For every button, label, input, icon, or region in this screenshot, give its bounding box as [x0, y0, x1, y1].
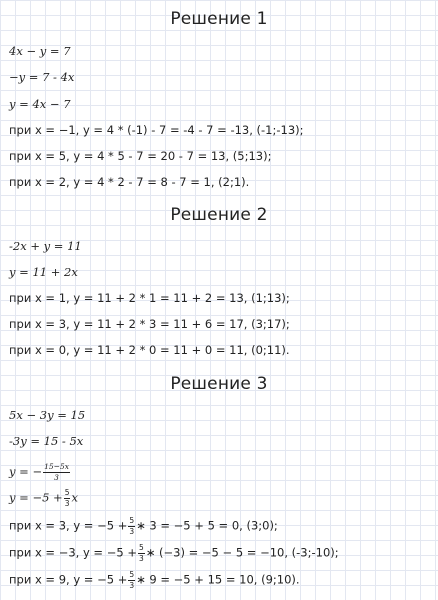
solution-3-line-7-tail: ∗ 9 = −5 + 15 = 10, (9;10).	[136, 572, 300, 587]
solution-1-line-3: y = 4x − 7	[9, 97, 71, 111]
solution-3-line-7-text: при x = 9, y = −5 +	[9, 572, 128, 587]
solution-3-line-3	[9, 463, 71, 481]
solution-1-line-2: −y = 7 - 4x	[9, 70, 75, 84]
fraction-5-over-3: $\frac{5}{3}$	[138, 543, 144, 563]
solution-1-line-1: 4x − y = 7	[9, 44, 71, 58]
solution-1-line-4: при x = −1, y = 4 * (-1) - 7 = -4 - 7 = -13, (-1;-13);	[9, 123, 304, 137]
solution-3-line-2: -3y = 15 - 5x	[9, 434, 84, 448]
solution-2-line-2: y = 11 + 2x	[9, 265, 78, 279]
solution-2-line-3: при x = 1, y = 11 + 2 * 1 = 11 + 2 = 13, (1;13);	[9, 291, 290, 305]
fraction-15-minus-5x-over-3: $\frac{15-5x}{3}$	[44, 462, 69, 482]
solution-2-line-5: при x = 0, y = 11 + 2 * 0 = 11 + 0 = 11, (0;11).	[9, 343, 290, 357]
solution-3-line-3-text: y = −	[9, 464, 43, 479]
fraction-5-over-3: $\frac{5}{3}$	[129, 516, 135, 536]
solution-2-title: Решение 2	[170, 205, 268, 225]
solution-3-line-4-text: y = −5 +	[9, 490, 63, 505]
solution-3-line-6-text: при x = −3, y = −5 +	[9, 545, 137, 560]
solution-3-title: Решение 3	[170, 374, 268, 394]
solution-3-line-5-tail: ∗ 3 = −5 + 5 = 0, (3;0);	[136, 518, 278, 533]
solution-3-line-4-tail: x	[71, 490, 78, 505]
solution-3-line-6	[9, 544, 339, 562]
solution-3-line-5-text: при x = 3, y = −5 +	[9, 518, 128, 533]
solution-3-line-4	[9, 489, 78, 507]
fraction-5-over-3: $\frac{5}{3}$	[129, 570, 135, 590]
solution-3-line-6-tail: ∗ (−3) = −5 − 5 = −10, (-3;-10);	[145, 545, 339, 560]
solution-3-line-7	[9, 571, 300, 589]
solution-3-line-5	[9, 517, 278, 535]
solution-2-line-1: -2x + y = 11	[9, 239, 82, 253]
solution-3-line-1: 5x − 3y = 15	[9, 408, 86, 422]
solution-1-line-5: при x = 5, y = 4 * 5 - 7 = 20 - 7 = 13, (5;13);	[9, 149, 272, 163]
solution-2-line-4: при x = 3, y = 11 + 2 * 3 = 11 + 6 = 17, (3;17);	[9, 317, 290, 331]
solution-1-line-6: при x = 2, y = 4 * 2 - 7 = 8 - 7 = 1, (2;1).	[9, 175, 250, 189]
fraction-5-over-3: $\frac{5}{3}$	[64, 488, 70, 508]
solution-1-title: Решение 1	[170, 9, 268, 29]
